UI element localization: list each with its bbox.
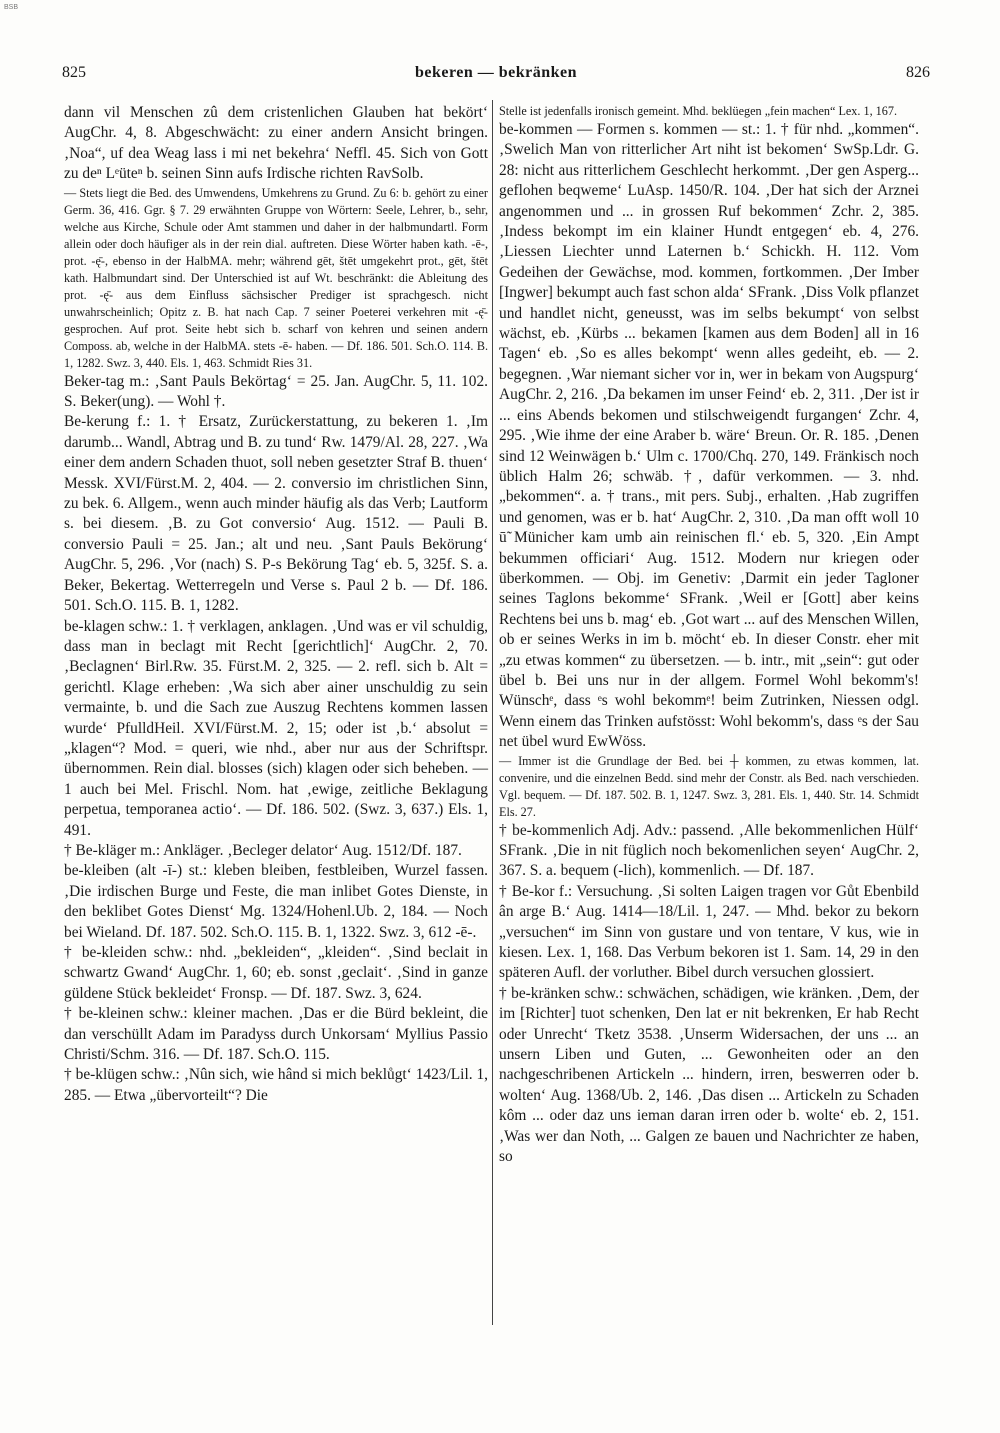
entry-paragraph: Beker-tag m.: ‚Sant Pauls Bekörtag‘ = 25. Jan. AugChr. 5, 11. 102. S. Beker(ung). — Wohl †. (64, 372, 488, 411)
column-number-right: 826 (906, 64, 930, 81)
entry-paragraph: be-kommen — Formen s. kommen — st.: 1. † für nhd. „kommen“. ‚Swelich Man von ritterlicher Art niht ist bekomen‘ SwSp.Ldr. G. 28: nicht aus ritterlichem Geschlecht herkommt. ‚Der gen Asperg... geflohen beqweme‘ LuAsp. 1450/R. 104. ‚Der hat sich der Arznei angenommen und ... in grossen Ruf bekommen‘ Zchr. 2, 385. ‚Indess bekompt im ein klainer Hundt entgegen‘ eb. 4, 276. ‚Liessen Liechter unnd Laternen b.‘ Schickh. H. 112. Vom Gedeihen der Gewächse, mod. kommen, fortkommen. ‚Der Imber [Ingwer] bekumpt auch fast schon alda‘ SFrank. ‚Diss Volk pflanzet und handlet nicht, geneusst, was im selbs bekumpt‘ von selbst wächst, eb. ‚Kürbs ... bekamen [kamen aus dem Boden] all in 16 Tagen‘ eb. ‚So es alles bekompt‘ wenn alles gedeiht, eb. — 2. begegnen. ‚War niemant sicher vor in, wer in bekam von Augspurg‘ AugChr. 2, 216. ‚Da bekamen im unser Feind‘ eb. 2, 311. ‚Der ist ir ... eins Abends bekomen und stilschweigendt furgangen‘ Zchr. 4, 295. ‚Wie ihme der eine Araber b. wäre‘ Breun. Or. R. 185. ‚Denen sind 12 Weinwägen b.‘ Ulm c. 1700/Chq. 270, 149. Fränkisch noch üblich Halm 26; schwäb. †, dafür verkommen. — 3. nhd. „bekommen“. a. † trans., mit pers. Subj., erhalten. ‚Hab zugriffen und genomen, was er b. hat‘ AugChr. 2, 310. ‚Da man offt woll 10 ū̃ Münicher kam umb ain reinischen fl.‘ eb. 5, 320. ‚Ein Ampt bekummen officiari‘ Aug. 1512. Modern nur kriegen oder überkommen. — Obj. im Genetiv: ‚Darmit ein jeder Tagloner seines Taglons bekomme‘ SFrank. ‚Weil er [Gott] aber keins Rechtens bei uns b. mag‘ eb. ‚Got wart ... auf des Menschen Willen, ob er seines Werks in im b. möcht‘ eb. In dieser Constr. eher mit „zu etwas kommen“ zu übersetzen. — b. intr., mit „sein“: gut oder übel b. Bei uns nur in der allgem. Formel Wohl bekomm's! Wünschᵉ, dass ᵉs wohl bekommᵉ! beim Zutrinken, Niessen odgl. Wenn einem das Trinken aufstösst: Wohl bekomm's, dass ᵉs der Sau net übel wurd EwWöss. (499, 121, 919, 751)
entry-paragraph: dann vil Menschen zû dem cristenlichen Glauben hat bekört‘ AugChr. 4, 8. Abgeschwächt: zu einer andern Ansicht bringen. ‚Noa“, uf dea Weag lass i mi net bekehra‘ Neffl. 45. Sich von Gott zu deⁿ Lᵉüteⁿ b. seinen Sinn aufs Irdische richten RavSolb. (64, 104, 488, 183)
entry-paragraph: be-kleiben (alt -ī-) st.: kleben bleiben, festbleiben, Wurzel fassen. ‚Die irdischen Burge und Feste, die man inlibet Gotes Dienste, in den beklibet Gotes Dienst‘ Mg. 1324/Hohenl.Ub. 2, 184. — Noch bei Wieland. Df. 187. 502. Sch.O. 115. B. 1, 1322. Swz. 3, 612 -ē-. (64, 862, 488, 941)
library-stamp: BSB (4, 4, 19, 11)
page-header (62, 64, 930, 88)
entry-paragraph: † be-kleinen schw.: kleiner machen. ‚Das er die Bürd bekleint, die dan verschüllt Adam im Paradyss durch Unkorsam‘ Myllius Passio Christi/Schm. 316. — Df. 187. Sch.O. 115. (64, 1005, 488, 1064)
running-head: bekeren — bekränken (414, 64, 578, 81)
entry-paragraph: Be-kerung f.: 1. † Ersatz, Zurückerstattung, zu bekeren 1. ‚Im darumb... Wandl, Abtrag und B. zu tund‘ Rw. 1479/Al. 28, 227. ‚Wa einer dem andern Schaden thuot, soll neben gesetzter Straf B. thuen‘ Messk. XVI/Fürst.M. 2, 404. — 2. conversio im christlichen Sinn, zu bek. 6. Allgem., wenn auch minder häufig als das Verb; Lautform s. bei diesem. ‚B. zu Got conversio‘ Aug. 1512. — Pauli B. conversio Pauli = 25. Jan.; alt und neu. ‚Sant Pauls Bekörung‘ AugChr. 5, 296. ‚Vor (nach) S. P-s Bekörung Tag‘ eb. 5, 325f. S. a. Beker, Bekertag. Wetterregeln und Verse s. Paul 2 b. — Df. 186. 501. Sch.O. 115. B. 1, 1282. (64, 413, 488, 615)
entry-paragraph: † be-kleiden schw.: nhd. „bekleiden“, „kleiden“. ‚Sind beclait in schwartz Gwand‘ AugChr. 1, 60; eb. sonst ‚geclait‘. ‚Sind in ganze güldene Stück bekleidet‘ Fronsp. — Df. 187. Swz. 3, 624. (64, 944, 488, 1002)
note-paragraph: — Stets liegt die Bed. des Umwendens, Umkehrens zu Grund. Zu 6: b. gehört zu einer Germ. 36, 416. Ggr. § 7. 29 erwähnten Gruppe von Wörtern: Seele, Lehrer, b., sehr, welche aus Kirche, Schule oder Amt stammen und daher in der halbmundartl. Form allein oder doch häufiger als in der rein dial. auftreten. Diese Wörter haben kath. -ē-, prot. -ę̄-, ebenso in der HalbMA. mehr; während gēt, štēt umgekehrt prot., gēt, štēt kath. Halbmundart sind. Der Unterschied ist auf Wt. beschränkt: die Ableitung des prot. -ę̄- aus dem Einfluss sächsischer Prediger ist sprachgesch. nicht unwahrscheinlich; Opitz z. B. hat nach Cap. 7 seiner Poeterei verkehren mit -ę̄- gesprochen. Auf prot. Seite hebt sich b. scharf von kehren und seinen andern Composs. ab, welche in der HalbMA. stets -ē- haben. — Df. 186. 501. Sch.O. 114. B. 1, 1282. Swz. 3, 440. Els. 1, 463. Schmidt Ries 31. (64, 185, 488, 370)
entry-paragraph: † be-klügen schw.: ‚Nûn sich, wie hând si mich beklůgt‘ 1423/Lil. 1, 285. — Etwa „übervorteilt“? Die (64, 1066, 488, 1104)
column-divider (492, 100, 493, 1325)
column-number-left: 825 (62, 64, 86, 81)
entry-paragraph: † Be-kläger m.: Ankläger. ‚Becleger delator‘ Aug. 1512/Df. 187. (64, 841, 462, 859)
note-paragraph: — Immer ist die Grundlage der Bed. bei ┼ kommen, zu etwas kommen, lat. convenire, und die einzelnen Bedd. sind mehr der Constr. als Bed. nach verschieden. Vgl. bequem. — Df. 187. 502. B. 1, 1247. Swz. 3, 281. Els. 1, 440. Str. 14. Schmidt Els. 27. (499, 753, 919, 819)
left-column (64, 103, 488, 1106)
entry-paragraph: † Be-kor f.: Versuchung. ‚Si solten Laigen tragen vor Gůt Ebenbild ân arge B.‘ Aug. 1414—18/Lil. 1, 247. — Mhd. bekor zu bekorn „versuchen“ im Sinn von gustare und von tentare, V kus, wie in kiesen. Lex. 1, 168. Das Verbum bekoren ist 1. Sam. 14, 29 in den späteren Aufl. der vorluther. Bibel durch versuchen glossiert. (499, 882, 919, 982)
note-paragraph: Stelle ist jedenfalls ironisch gemeint. Mhd. beklüegen „fein machen“ Lex. 1, 167. (499, 104, 898, 118)
entry-paragraph: † be-kränken schw.: schwächen, schädigen, wie kränken. ‚Dem, der im [Richter] tuot schenken, Den lat er nit bekrenken, Er hab Recht oder Unrecht‘ Tketz 3538. ‚Unserm Widersachen, der uns ... an unsern Liben und Guten, ... Gewonheiten oder an den nachgeschribenen Artickeln ... hindern, irren, beswerren oder b. wolten‘ Aug. 1368/Ub. 2, 146. ‚Das disen ... Artickeln zu Schaden kôm ... oder daz uns ieman daran irren oder b. wolte‘ eb. 2, 151. ‚Was wer dan Noth, ... Galgen ze bauen und Nachrichter ze haben, so (499, 984, 919, 1166)
entry-paragraph: be-klagen schw.: 1. † verklagen, anklagen. ‚Und was er vil schuldig, dass man in beclagt mit Recht [gerichtlich]‘ AugChr. 2, 70. ‚Beclagnen‘ Birl.Rw. 35. Fürst.M. 2, 325. — 2. refl. sich b. Alt = gerichtl. Klage erheben: ‚Wa sich aber ainer unschuldig zu sein vermainte, b. und die Sach zue Auszug Rechtens kommen lassen wurde‘ PfulldHeil. XVI/Fürst.M. 2, 15; oder ist ‚b.‘ absolut = „klagen“? Mod. = queri, wie nhd., aber nur aus der Schriftspr. übernommen. Rein dial. blosses (sich) klagen oder sich beheben. — 1 auch bei Mel. Frischl. Nom. hat ‚ewige, zeitliche Beklagung perpetua, temporanea actio‘. — Df. 186. 502. (Swz. 3, 637.) Els. 1, 491. (64, 617, 488, 839)
right-column (499, 103, 919, 1168)
entry-paragraph: † be-kommenlich Adj. Adv.: passend. ‚Alle bekommenlichen Hülf‘ SFrank. ‚Die in nit füglich noch bekomenlichen seyen‘ AugChr. 2, 367. S. a. bequem (-lich), kommenlich. — Df. 187. (499, 821, 919, 880)
